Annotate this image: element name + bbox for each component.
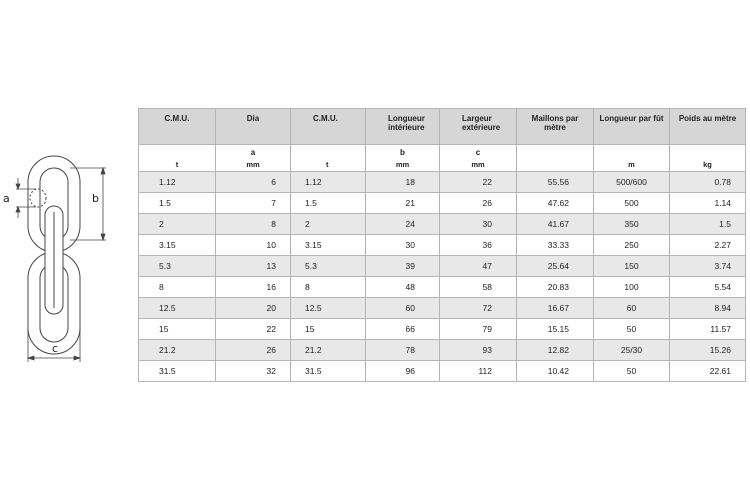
- table-cell: 41.67: [517, 214, 594, 235]
- table-cell: 22.61: [670, 361, 746, 382]
- table-cell: 32: [216, 361, 291, 382]
- table-cell: 93: [440, 340, 517, 361]
- table-cell: 60: [594, 298, 670, 319]
- table-cell: 24: [366, 214, 440, 235]
- symbol-cell: [139, 145, 216, 158]
- table-cell: 96: [366, 361, 440, 382]
- table-cell: 48: [366, 277, 440, 298]
- table-cell: 50: [594, 319, 670, 340]
- label-c: c: [52, 342, 59, 355]
- table-cell: 3.15: [291, 235, 366, 256]
- table-cell: 12.5: [139, 298, 216, 319]
- label-b: b: [92, 192, 99, 205]
- unit-cell: mm: [440, 157, 517, 172]
- table-cell: 22: [216, 319, 291, 340]
- header-largeur-line-1: Largeur: [462, 114, 492, 123]
- table-cell: 66: [366, 319, 440, 340]
- chain-spec-table: [138, 108, 746, 382]
- table-row: [139, 172, 746, 193]
- table-cell: 6: [216, 172, 291, 193]
- header-maillons-line-1: Maillons par: [531, 114, 579, 123]
- symbol-cell: c: [440, 145, 517, 158]
- table-cell: 20.83: [517, 277, 594, 298]
- table-cell: 22: [440, 172, 517, 193]
- table-cell: 1.14: [670, 193, 746, 214]
- table-cell: 47.62: [517, 193, 594, 214]
- table-unit-row: [139, 157, 746, 172]
- table-cell: 8: [291, 277, 366, 298]
- table-cell: 26: [216, 340, 291, 361]
- dimension-b: [70, 168, 106, 240]
- symbol-cell: [517, 145, 594, 158]
- table-cell: 1.12: [139, 172, 216, 193]
- table-row: [139, 298, 746, 319]
- table-cell: 21.2: [139, 340, 216, 361]
- header-longueur-fut: Longueur par fût: [594, 109, 670, 145]
- chain-link-diagram: [0, 150, 130, 370]
- unit-cell: t: [139, 157, 216, 172]
- table-cell: 11.57: [670, 319, 746, 340]
- table-cell: 3.15: [139, 235, 216, 256]
- table-cell: 18: [366, 172, 440, 193]
- table-cell: 15: [139, 319, 216, 340]
- header-maillons-line-2: mètre: [544, 123, 566, 132]
- table-cell: 350: [594, 214, 670, 235]
- table-cell: 36: [440, 235, 517, 256]
- table-cell: 12.82: [517, 340, 594, 361]
- table-row: [139, 193, 746, 214]
- table-cell: 33.33: [517, 235, 594, 256]
- header-cmu: C.M.U.: [139, 109, 216, 145]
- table-cell: 60: [366, 298, 440, 319]
- table-cell: 100: [594, 277, 670, 298]
- header-largeur-line-2: extérieure: [462, 123, 501, 132]
- header-longueur: [366, 109, 440, 145]
- table-cell: 8: [139, 277, 216, 298]
- table-cell: 5.3: [139, 256, 216, 277]
- table-cell: 26: [440, 193, 517, 214]
- table-cell: 500/600: [594, 172, 670, 193]
- table-row: [139, 319, 746, 340]
- table-cell: 15.15: [517, 319, 594, 340]
- table-cell: 50: [594, 361, 670, 382]
- table-cell: 78: [366, 340, 440, 361]
- header-poids: Poids au mètre: [670, 109, 746, 145]
- unit-cell: mm: [366, 157, 440, 172]
- table-cell: 2: [139, 214, 216, 235]
- table-cell: 500: [594, 193, 670, 214]
- header-dia: Dia: [216, 109, 291, 145]
- table-cell: 30: [440, 214, 517, 235]
- unit-cell: [517, 157, 594, 172]
- table-cell: 79: [440, 319, 517, 340]
- table-cell: 2.27: [670, 235, 746, 256]
- table-cell: 12.5: [291, 298, 366, 319]
- table-cell: 1.5: [670, 214, 746, 235]
- table-cell: 25.64: [517, 256, 594, 277]
- header-longueur-line-1: Longueur: [388, 114, 425, 123]
- symbol-cell: [291, 145, 366, 158]
- table-row: [139, 361, 746, 382]
- table-cell: 1.5: [139, 193, 216, 214]
- table-cell: 21.2: [291, 340, 366, 361]
- table-cell: 15.26: [670, 340, 746, 361]
- unit-cell: m: [594, 157, 670, 172]
- table-cell: 2: [291, 214, 366, 235]
- header-largeur: [440, 109, 517, 145]
- symbol-cell: a: [216, 145, 291, 158]
- table-cell: 25/30: [594, 340, 670, 361]
- table-cell: 0.78: [670, 172, 746, 193]
- header-longueur-line-2: intérieure: [388, 123, 425, 132]
- table-header-row: [139, 109, 746, 145]
- table-cell: 13: [216, 256, 291, 277]
- table-cell: 16.67: [517, 298, 594, 319]
- table-cell: 10.42: [517, 361, 594, 382]
- table-cell: 21: [366, 193, 440, 214]
- table-cell: 8.94: [670, 298, 746, 319]
- unit-cell: kg: [670, 157, 746, 172]
- table-cell: 5.54: [670, 277, 746, 298]
- table-cell: 30: [366, 235, 440, 256]
- table-cell: 20: [216, 298, 291, 319]
- table-cell: 39: [366, 256, 440, 277]
- table-cell: 8: [216, 214, 291, 235]
- symbol-cell: [670, 145, 746, 158]
- table-cell: 72: [440, 298, 517, 319]
- table-cell: 10: [216, 235, 291, 256]
- unit-cell: mm: [216, 157, 291, 172]
- table-row: [139, 256, 746, 277]
- table-cell: 15: [291, 319, 366, 340]
- table-row: [139, 277, 746, 298]
- table-cell: 112: [440, 361, 517, 382]
- table-row: [139, 340, 746, 361]
- table-cell: 5.3: [291, 256, 366, 277]
- table-cell: 1.12: [291, 172, 366, 193]
- table-cell: 1.5: [291, 193, 366, 214]
- table-cell: 55.56: [517, 172, 594, 193]
- table-row: [139, 214, 746, 235]
- table-cell: 250: [594, 235, 670, 256]
- table-cell: 7: [216, 193, 291, 214]
- table-cell: 150: [594, 256, 670, 277]
- table-cell: 31.5: [291, 361, 366, 382]
- table-cell: 31.5: [139, 361, 216, 382]
- header-maillons: [517, 109, 594, 145]
- table-body: [139, 172, 746, 382]
- table-row: [139, 235, 746, 256]
- symbol-cell: [594, 145, 670, 158]
- unit-cell: t: [291, 157, 366, 172]
- table-symbol-row: [139, 145, 746, 158]
- table-cell: 47: [440, 256, 517, 277]
- table-cell: 16: [216, 277, 291, 298]
- symbol-cell: b: [366, 145, 440, 158]
- table-cell: 58: [440, 277, 517, 298]
- table-cell: 3.74: [670, 256, 746, 277]
- dimension-a: [16, 178, 36, 218]
- header-cmu-2: C.M.U.: [291, 109, 366, 145]
- label-a: a: [3, 192, 10, 205]
